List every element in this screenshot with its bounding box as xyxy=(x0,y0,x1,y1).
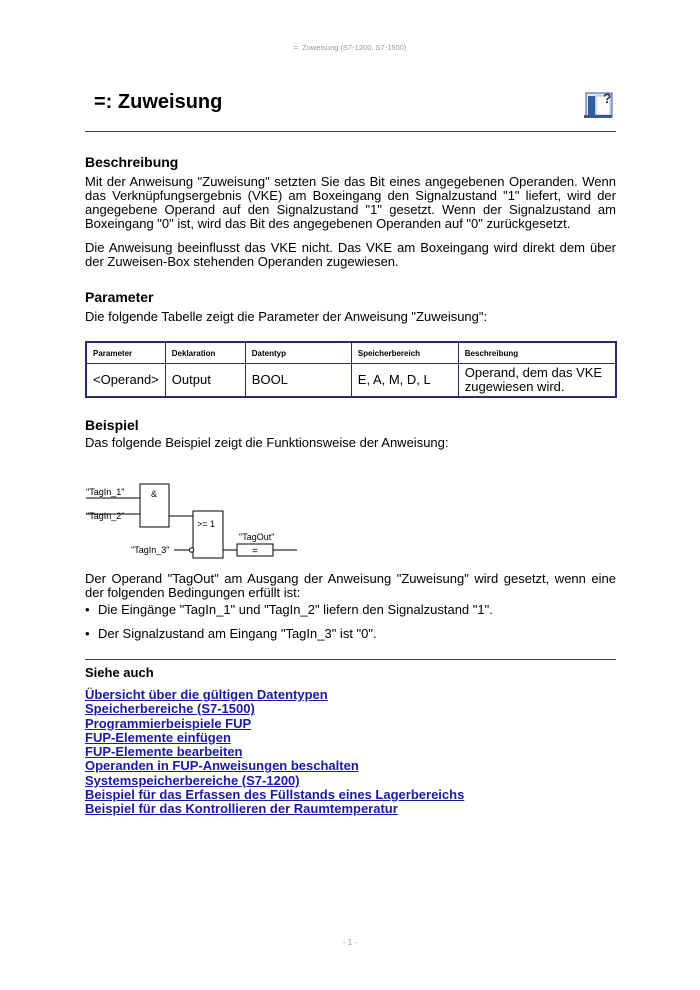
description-paragraph-2: Die Anweisung beeinflusst das VKE nicht. Das VKE am Boxeingang wird direkt dem über der Zuweisen-Box stehenden Operanden zugewiesen. xyxy=(85,240,616,269)
svg-text:?: ? xyxy=(603,90,612,106)
list-item-text: Der Signalzustand am Eingang "TagIn_3" ist "0". xyxy=(98,626,377,641)
link-operanden-beschalten[interactable]: Operanden in FUP-Anweisungen beschalten xyxy=(85,758,359,774)
example-after-text: Der Operand "TagOut" am Ausgang der Anweisung "Zuweisung" wird gesetzt, wenn eine der folgenden Bedingungen erfüllt ist: xyxy=(85,571,616,600)
link-systemspeicherbereiche-s7-1200[interactable]: Systemspeicherbereiche (S7-1200) xyxy=(85,772,300,788)
or-gate-label: >= 1 xyxy=(197,519,216,529)
example-heading: Beispiel xyxy=(85,417,139,433)
link-fup-elemente-bearbeiten[interactable]: FUP-Elemente bearbeiten xyxy=(85,744,243,760)
condition-list xyxy=(85,603,616,651)
see-also-heading: Siehe auch xyxy=(85,665,154,680)
help-book-icon[interactable] xyxy=(584,89,616,119)
bullet-icon: • xyxy=(85,602,90,617)
table-cell: E, A, M, D, L xyxy=(351,364,458,398)
list-item-text: Die Eingänge "TagIn_1" und "TagIn_2" liefern den Signalzustand "1". xyxy=(98,602,493,617)
table-row xyxy=(86,364,616,398)
link-speicherbereiche-s7-1500[interactable]: Speicherbereiche (S7-1500) xyxy=(85,701,255,717)
diagram-input-1: "TagIn_1" xyxy=(86,487,125,497)
parameter-intro: Die folgende Tabelle zeigt die Parameter der Anweisung "Zuweisung": xyxy=(85,309,488,324)
table-cell: Operand, dem das VKE zugewiesen wird. xyxy=(458,364,616,398)
example-section xyxy=(85,417,616,450)
parameter-section xyxy=(85,289,616,324)
table-cell: Output xyxy=(165,364,245,398)
link-programmierbeispiele-fup[interactable]: Programmierbeispiele FUP xyxy=(85,715,252,731)
link-fup-elemente-einfuegen[interactable]: FUP-Elemente einfügen xyxy=(85,729,231,745)
column-header: Deklaration xyxy=(165,342,245,364)
list-item xyxy=(85,603,616,627)
title-divider xyxy=(85,131,616,132)
see-also-divider xyxy=(85,659,616,660)
see-also-links xyxy=(85,688,464,817)
column-header: Speicherbereich xyxy=(351,342,458,364)
parameter-heading: Parameter xyxy=(85,289,154,305)
column-header: Datentyp xyxy=(245,342,351,364)
diagram-input-2: "TagIn_2" xyxy=(86,511,125,521)
link-beispiel-fuellstand[interactable]: Beispiel für das Erfassen des Füllstands eines Lagerbereichs xyxy=(85,787,465,803)
fbd-diagram xyxy=(84,478,304,564)
description-section xyxy=(85,154,616,269)
link-datentypen[interactable]: Übersicht über die gültigen Datentypen xyxy=(85,687,328,702)
output-tag: "TagOut" xyxy=(239,532,275,542)
table-header-row xyxy=(86,342,616,364)
page-title: =: Zuweisung xyxy=(94,91,223,113)
running-header: =: Zuweisung (S7-1200, S7-1500) xyxy=(293,43,407,52)
description-heading: Beschreibung xyxy=(85,154,179,170)
bullet-icon: • xyxy=(85,626,90,641)
column-header: Parameter xyxy=(86,342,165,364)
assign-box-label: = xyxy=(252,546,258,557)
description-paragraph-1: Mit der Anweisung "Zuweisung" setzten Sie das Bit eines angegebenen Operanden. Wenn das Verknüpfungsergebnis (VKE) am Boxeingang den Signalzustand "1" liefert, wird der angegebene Operand auf den Signalzustand "1" gesetzt. Wenn der Signalzustand am Boxeingang "0" ist, wird das Bit des angegebenen Operanden auf "0" zurückgesetzt. xyxy=(85,174,616,231)
link-beispiel-raumtemperatur[interactable]: Beispiel für das Kontrollieren der Raumtemperatur xyxy=(85,801,398,817)
diagram-input-3: "TagIn_3" xyxy=(131,545,170,555)
and-gate-label: & xyxy=(151,489,158,499)
page-number: - 1 - xyxy=(342,938,358,947)
table-cell: BOOL xyxy=(245,364,351,398)
column-header: Beschreibung xyxy=(458,342,616,364)
example-intro: Das folgende Beispiel zeigt die Funktionsweise der Anweisung: xyxy=(85,435,449,450)
table-cell: <Operand> xyxy=(86,364,165,398)
parameter-table xyxy=(85,341,617,398)
list-item xyxy=(85,627,616,651)
